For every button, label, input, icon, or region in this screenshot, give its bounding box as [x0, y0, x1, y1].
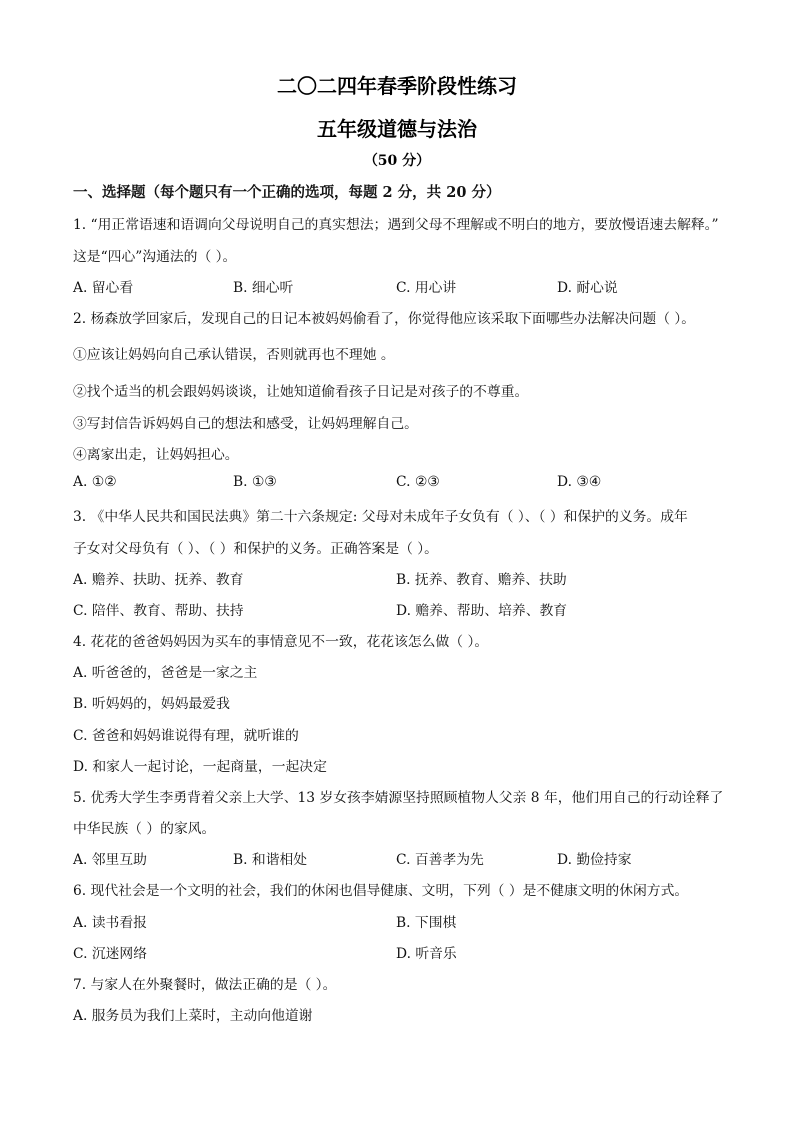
question-5-option-a: A. 邻里互助	[73, 852, 147, 868]
question-2-line-1: 2. 杨森放学回家后，发现自己的日记本被妈妈偷看了，你觉得他应该采取下面哪些办法解决问题（ ）。	[73, 311, 696, 327]
question-6-option-c: C. 沉迷网络	[73, 946, 148, 962]
question-6-option-b: B. 下围棋	[396, 915, 457, 931]
question-2-option-d: D. ③④	[557, 474, 602, 490]
question-2-option-a: A. ①②	[73, 474, 117, 490]
question-4-option-b: B. 听妈妈的，妈妈最爱我	[73, 696, 230, 712]
question-3-option-a: A. 赡养、扶助、抚养、教育	[73, 572, 244, 588]
question-2-item-3: ③写封信告诉妈妈自己的想法和感受，让妈妈理解自己。	[73, 416, 418, 432]
exam-score: （50 分）	[363, 153, 431, 169]
section-heading: 一、选择题（每个题只有一个正确的选项，每题 2 分，共 20 分）	[73, 184, 501, 201]
question-4-option-c: C. 爸爸和妈妈谁说得有理，就听谁的	[73, 728, 299, 744]
question-3-option-d: D. 赡养、帮助、培养、教育	[396, 603, 568, 619]
question-2-item-1: ①应该让妈妈向自己承认错误，否则就再也不理她 。	[73, 347, 395, 363]
question-6-option-a: A. 读书看报	[73, 915, 147, 931]
question-1-line-2: 这是“四心”沟通法的（ ）。	[73, 249, 237, 265]
question-1-line-1: 1. “用正常语速和语调向父母说明自己的真实想法；遇到父母不理解或不明白的地方，要放慢语速去解释。”	[73, 217, 719, 233]
question-6-option-d: D. 听音乐	[396, 946, 457, 962]
question-3-line-2: 子女对父母负有（ ）、（ ）和保护的义务。正确答案是（ ）。	[73, 541, 438, 557]
question-4-line-1: 4. 花花的爸爸妈妈因为买车的事情意见不一致，花花该怎么做（ ）。	[73, 634, 489, 650]
question-2-option-b: B. ①③	[233, 474, 277, 490]
question-6-line-1: 6. 现代社会是一个文明的社会，我们的休闲也倡导健康、文明，下列（ ）是不健康文明的休闲方式。	[73, 883, 689, 899]
exam-subtitle: 五年级道德与法治	[317, 117, 477, 141]
question-5-option-b: B. 和谐相处	[233, 852, 308, 868]
question-3-option-c: C. 陪伴、教育、帮助、扶持	[73, 603, 244, 619]
question-4-option-a: A. 听爸爸的，爸爸是一家之主	[73, 665, 258, 681]
question-2-option-c: C. ②③	[396, 474, 440, 490]
question-2-item-2: ②找个适当的机会跟妈妈谈谈，让她知道偷看孩子日记是对孩子的不尊重。	[73, 384, 529, 400]
question-7-line-1: 7. 与家人在外聚餐时，做法正确的是（ ）。	[73, 977, 337, 993]
question-2-item-4: ④离家出走，让妈妈担心。	[73, 447, 239, 463]
question-5-line-2: 中华民族（ ）的家风。	[73, 821, 216, 837]
question-7-option-a: A. 服务员为我们上菜时，主动向他道谢	[73, 1008, 313, 1024]
question-1-option-a: A. 留心看	[73, 280, 134, 296]
question-5-line-1: 5. 优秀大学生李勇背着父亲上大学、13 岁女孩李婧源坚持照顾植物人父亲 8 年，他们用自己的行动诠释了	[73, 790, 724, 806]
question-3-option-b: B. 抚养、教育、赡养、扶助	[396, 572, 567, 588]
question-1-option-d: D. 耐心说	[557, 280, 618, 296]
question-4-option-d: D. 和家人一起讨论，一起商量，一起决定	[73, 759, 327, 775]
question-5-option-c: C. 百善孝为先	[396, 852, 484, 868]
exam-title: 二〇二四年春季阶段性练习	[277, 74, 517, 98]
question-1-option-c: C. 用心讲	[396, 280, 457, 296]
question-1-option-b: B. 细心听	[233, 280, 294, 296]
question-3-line-1: 3. 《中华人民共和国民法典》第二十六条规定: 父母对未成年子女负有（ ）、（ ）和保护的义务。成年	[73, 509, 688, 525]
question-5-option-d: D. 勤俭持家	[557, 852, 632, 868]
